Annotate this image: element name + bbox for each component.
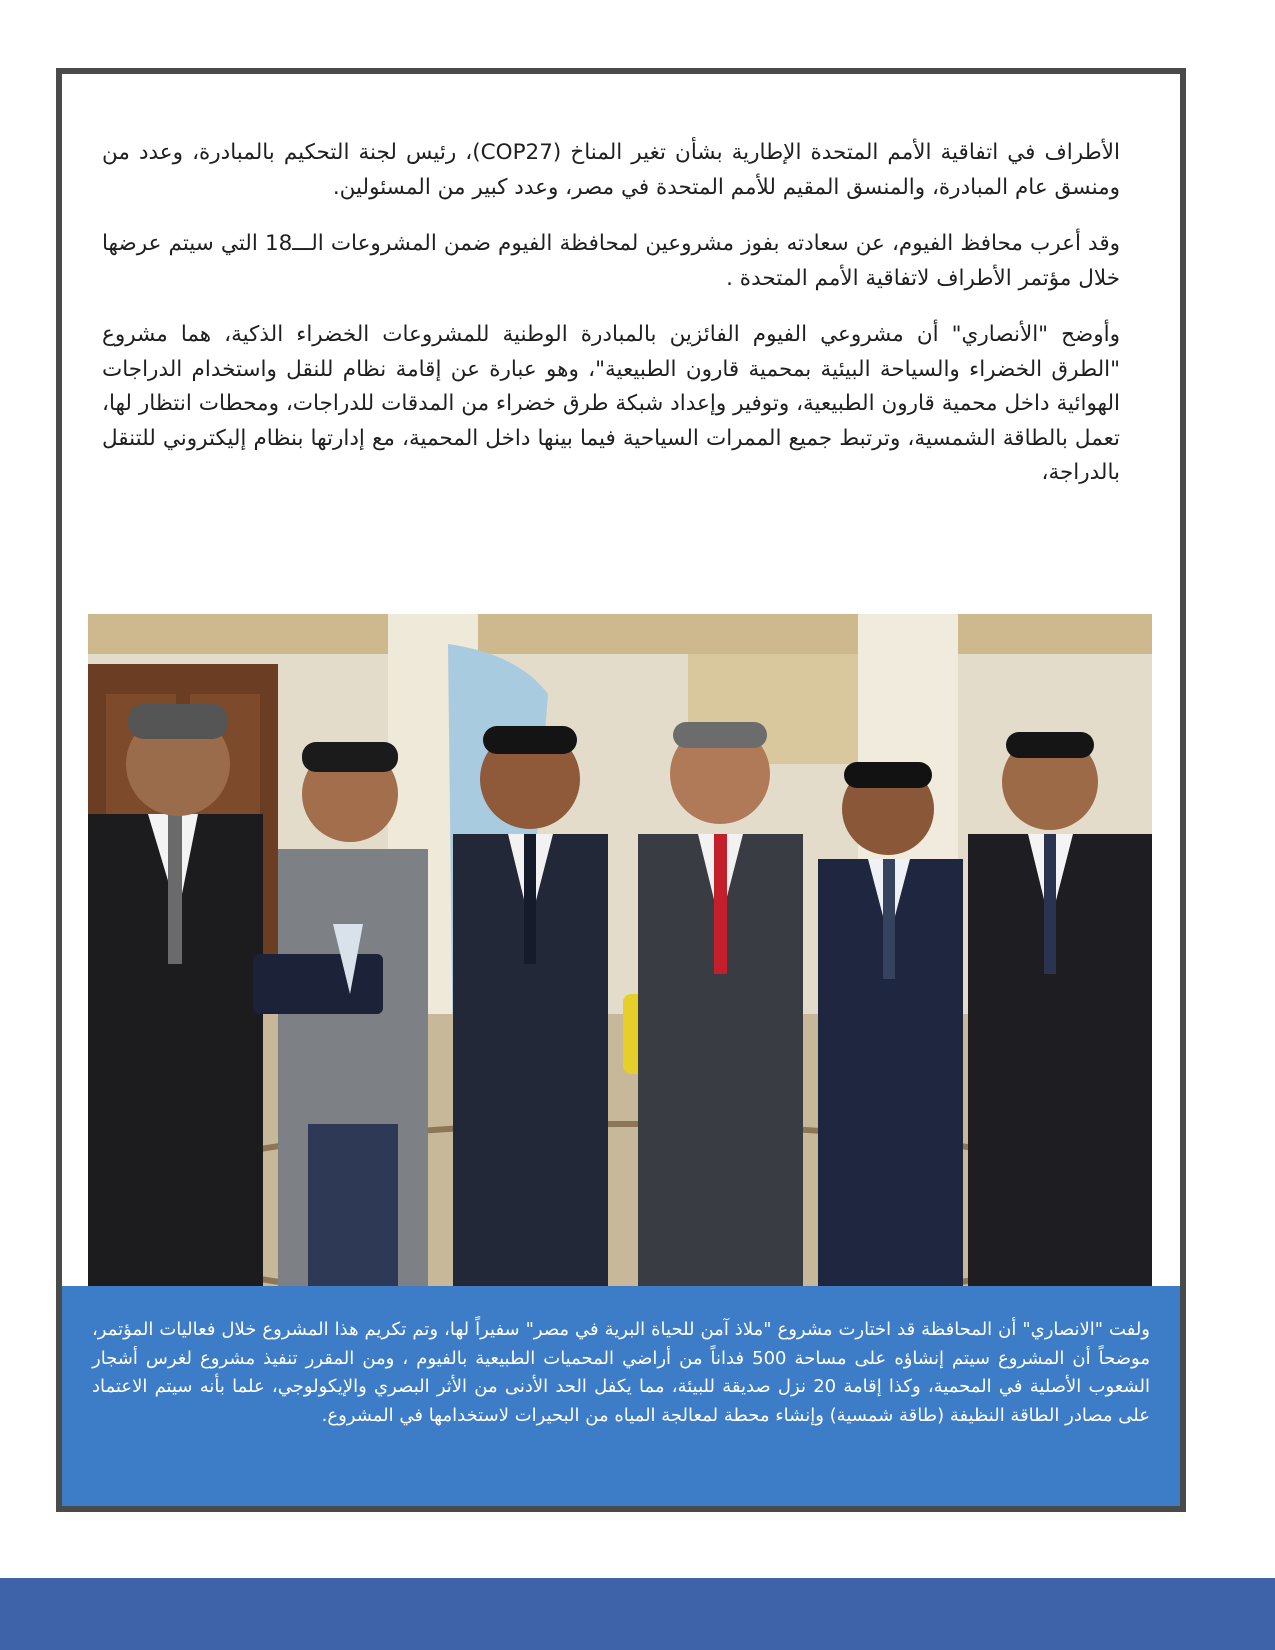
page-frame (56, 68, 1186, 1512)
article-paragraph-1: الأطراف في اتفاقية الأمم المتحدة الإطارية بشأن تغير المناخ (COP27)، رئيس لجنة التحكيم بالمبادرة، وعدد من ومنسق عام المبادرة، والمنسق المقيم للأمم المتحدة في مصر، وعدد كبير من المسئولين. (102, 140, 1120, 200)
photo-caption-text: ولفت "الانصاري" أن المحافظة قد اختارت مشروع "ملاذ آمن للحياة البرية في مصر" سفيراً لها، وتم تكريم هذا المشروع خلال فعاليات المؤتمر، موضحاً أن المشروع سيتم إنشاؤه على مساحة 500 فداناً من أراضي المحميات الطبيعية بالفيوم ، ومن المقرر تنفيذ مشروع لغرس أشجار الشعوب الأصلية في المحمية، وكذا إقامة 20 نزل صديقة للبيئة، مما يكفل الحد الأدنى من الأثر البصري والإيكولوجي، علما بأنه سيتم الاعتماد على مصادر الطاقة النظيفة (طاقة شمسية) وإنشاء محطة لمعالجة المياه من البحيرات لاستخدامها في المشروع. (92, 1319, 1151, 1426)
ceiling-molding (88, 614, 1152, 654)
photo-caption-box (62, 1286, 1180, 1506)
group-photo (88, 614, 1152, 1286)
group-photo-illustration (88, 614, 1152, 1286)
article-body (102, 136, 1120, 513)
article-paragraph-3: وأوضح "الأنصاري" أن مشروعي الفيوم الفائزين بالمبادرة الوطنية للمشروعات الخضراء الذكية، هما مشروع "الطرق الخضراء والسياحة البيئية بمحمية قارون الطبيعية"، وهو عبارة عن إقامة نظام للنقل واستخدام الدراجات الهوائية داخل محمية قارون الطبيعية، وتوفير وإعداد شبكة طرق خضراء من المدقات للدراجات، ومحطات انتظار لها، تعمل بالطاقة الشمسية، وترتبط جميع الممرات السياحية فيما بينها داخل المحمية، مع إدارتها بنظام إليكتروني للتنقل بالدراجة، (102, 322, 1120, 485)
article-paragraph-2: وقد أعرب محافظ الفيوم، عن سعادته بفوز مشروعين لمحافظة الفيوم ضمن المشروعات الـــ18 التي سيتم عرضها خلال مؤتمر الأطراف لاتفاقية الأمم المتحدة . (102, 231, 1120, 291)
footer-band (0, 1578, 1275, 1650)
